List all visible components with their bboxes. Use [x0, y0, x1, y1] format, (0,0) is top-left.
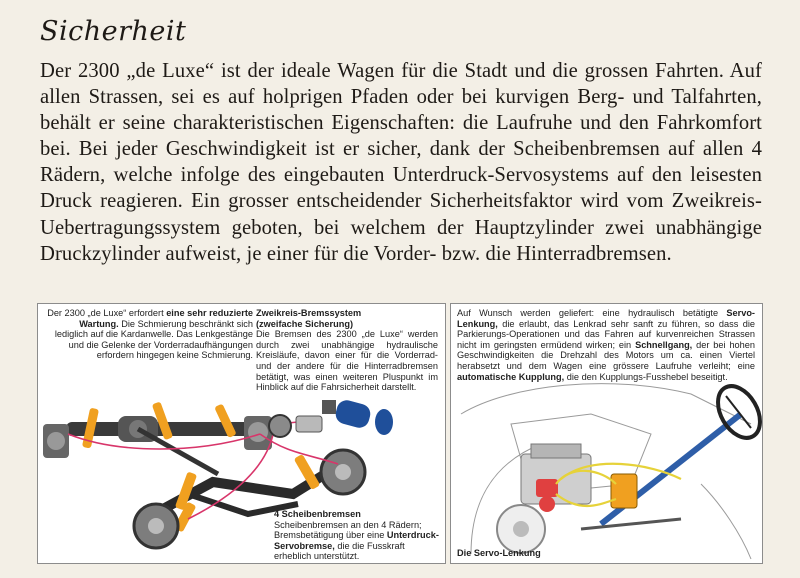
servo-text-4: die den Kupplungs-Fusshebel beseitigt.	[564, 371, 728, 382]
servo-bold-3: automatische Kupplung,	[457, 371, 565, 382]
dual-circuit-body: Die Bremsen des 2300 „de Luxe“ werden durch zwei unabhängige hydraulische Kreisläufe, davon einer für die Vorderrad- und der andere für die Hinterradbremsen betätigt, was einen weiteren Pluspunkt im Hinblick auf die Fahrsicherheit darstellt.	[256, 329, 438, 393]
disc-brakes-title: 4 Scheibenbremsen	[274, 509, 361, 519]
servo-options-text	[457, 308, 755, 382]
servo-steering-panel	[450, 303, 763, 564]
servo-text-1: Auf Wunsch werden geliefert: eine hydraulisch betätigte	[457, 308, 727, 318]
disc-brakes-text	[274, 509, 440, 562]
maintenance-lead: Der 2300 „de Luxe“ erfordert	[47, 308, 167, 318]
disc-brakes-body-a: Scheibenbremsen an den 4 Rädern; Bremsbetätigung über eine	[274, 519, 422, 541]
disc-brakes-bold: Unterdruck-Servobremse,	[274, 530, 439, 551]
servo-caption: Die Servo-Lenkung	[457, 548, 541, 558]
servo-bold-2: Schnellgang,	[635, 339, 693, 350]
maintenance-rest: Die Schmierung beschränkt sich lediglich auf die Kardanwelle. Das Lenkgestänge und die Gelenke der Vorderradaufhängungen erfordern hingegen keine Schmierung.	[54, 318, 253, 361]
rear-axle	[43, 416, 272, 474]
dual-circuit-subtitle: (zweifache Sicherung)	[256, 318, 353, 329]
brake-booster	[269, 398, 393, 437]
tie-rods	[497, 505, 681, 553]
servo-bold-1: Servo-Lenkung,	[457, 308, 755, 329]
brake-system-panel	[37, 303, 446, 564]
dual-circuit-text	[256, 308, 438, 393]
servo-text-2: die erlaubt, das Lenkrad sehr sanft zu führen, so dass die Parkierungs-Operationen und das Fahren auf kurvenreichen Strassen nicht im geringsten ermüdend wirken; ein	[457, 318, 755, 350]
page-heading: Sicherheit	[40, 16, 187, 47]
dual-circuit-title: Zweikreis-Bremssystem	[256, 308, 362, 318]
maintenance-text	[47, 308, 253, 361]
intro-paragraph: Der 2300 „de Luxe“ ist der ideale Wagen für die Stadt und die grossen Fahrten. Auf allen Strassen, sei es auf holprigen Pfaden oder bei kurvigen Berg- und Talfahrten, behält er seine charakteristischen Eigenschaften: die Laufruhe und den Fahrkomfort bei. Bei jeder Geschwindigkeit ist er sicher, dank der Scheibenbremsen auf allen 4 Rädern, welche infolge des eingebauten Unterdruck-Servosystems auf den leisesten Druck reagieren. Ein grosser entscheidender Sicherheitsfaktor wird vom Zweikreis-Uebertragungssystem geboten, bei welchem der Hauptzylinder zwei unabhängige Druckzylinder aufweist, je einer für die Vorder- bzw. die Hinterradbremsen.	[40, 60, 762, 265]
maintenance-bold: eine sehr reduzierte Wartung.	[79, 308, 253, 329]
servo-text-3: der bei hohen Geschwindigkeiten die Drehzahl des Motors um ca. einen Viertel herabsetzt und dem Wagen eine grössere Laufruhe verleiht; eine	[457, 339, 755, 371]
disc-brakes-body-b: die die Fusskraft erheblich unterstützt.	[274, 540, 405, 562]
